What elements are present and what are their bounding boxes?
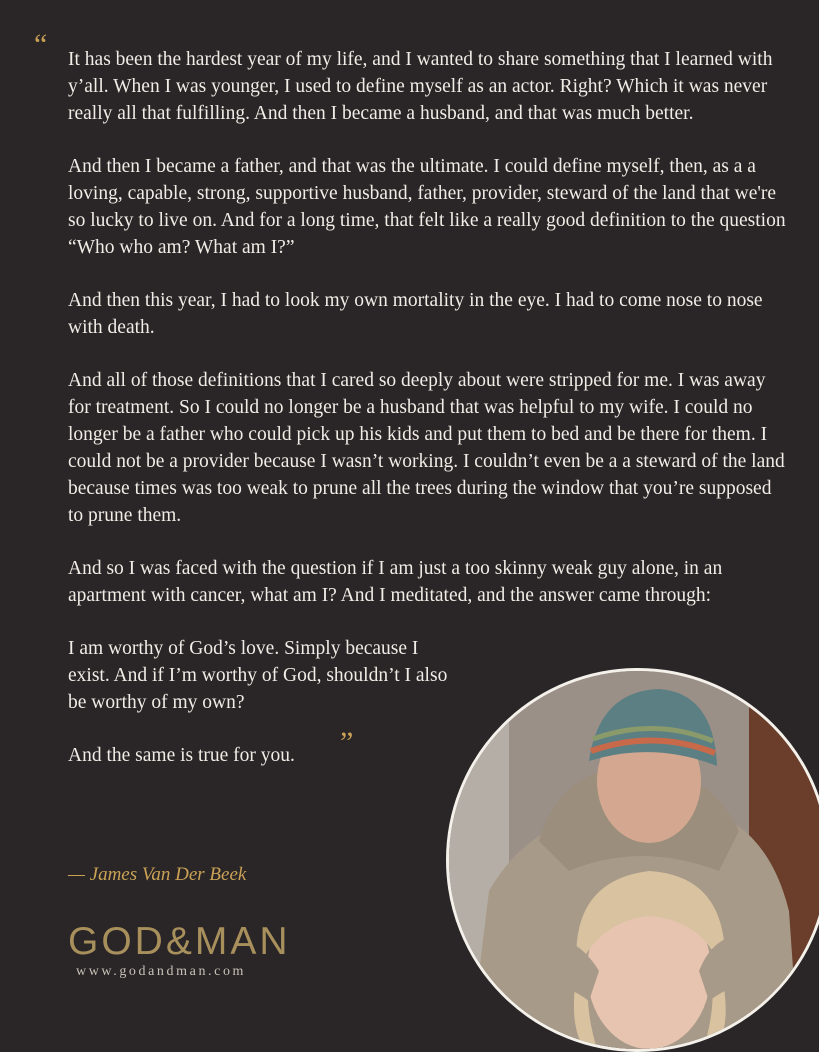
- attribution: — James Van Der Beek: [68, 864, 247, 885]
- brand-logo: GOD&MAN: [68, 920, 291, 963]
- quote-paragraph-7-wrap: [68, 726, 458, 769]
- quote-paragraph-6: I am worthy of God’s love. Simply because I exist. And if I’m worthy of God, shouldn’t I also be worthy of my own?: [68, 638, 448, 713]
- portrait-illustration: [449, 671, 819, 1052]
- quote-paragraph-7: And the same is true for you.: [68, 745, 295, 766]
- website-link[interactable]: www.godandman.com: [76, 964, 247, 979]
- close-quote-mark: ”: [340, 726, 354, 759]
- quote-paragraph-3: And then this year, I had to look my own mortality in the eye. I had to come nose to nose with death.: [68, 290, 763, 338]
- quote-paragraph-1: It has been the hardest year of my life, and I wanted to share something that I learned with y’all. When I was younger, I used to define myself as an actor. Right? Which it was never really all that fulfilling. And then I became a husband, and that was much better.: [68, 49, 773, 124]
- quote-paragraph-5: And so I was faced with the question if I am just a too skinny weak guy alone, in an apartment with cancer, what am I? And I meditated, and the answer came through:: [68, 558, 723, 606]
- open-quote-mark: “: [34, 28, 48, 61]
- quote-paragraph-2: And then I became a father, and that was the ultimate. I could define myself, then, as a a loving, capable, strong, supportive husband, father, provider, steward of the land that we're so lucky to live on. And for a long time, that felt like a really good definition to the question “Who who am? What am I?”: [68, 156, 786, 258]
- quote-paragraph-4: And all of those definitions that I cared so deeply about were stripped for me. I was away for treatment. So I could no longer be a husband that was helpful to my wife. I could no longer be a father who could pick up his kids and put them to bed and be there for them. I could not be a provider because I wasn’t working. I couldn’t even be a a steward of the land because times was too weak to prune all the trees during the window that you’re supposed to prune them.: [68, 370, 785, 526]
- quote-last-line: [68, 726, 354, 769]
- portrait-photo: [446, 668, 819, 1052]
